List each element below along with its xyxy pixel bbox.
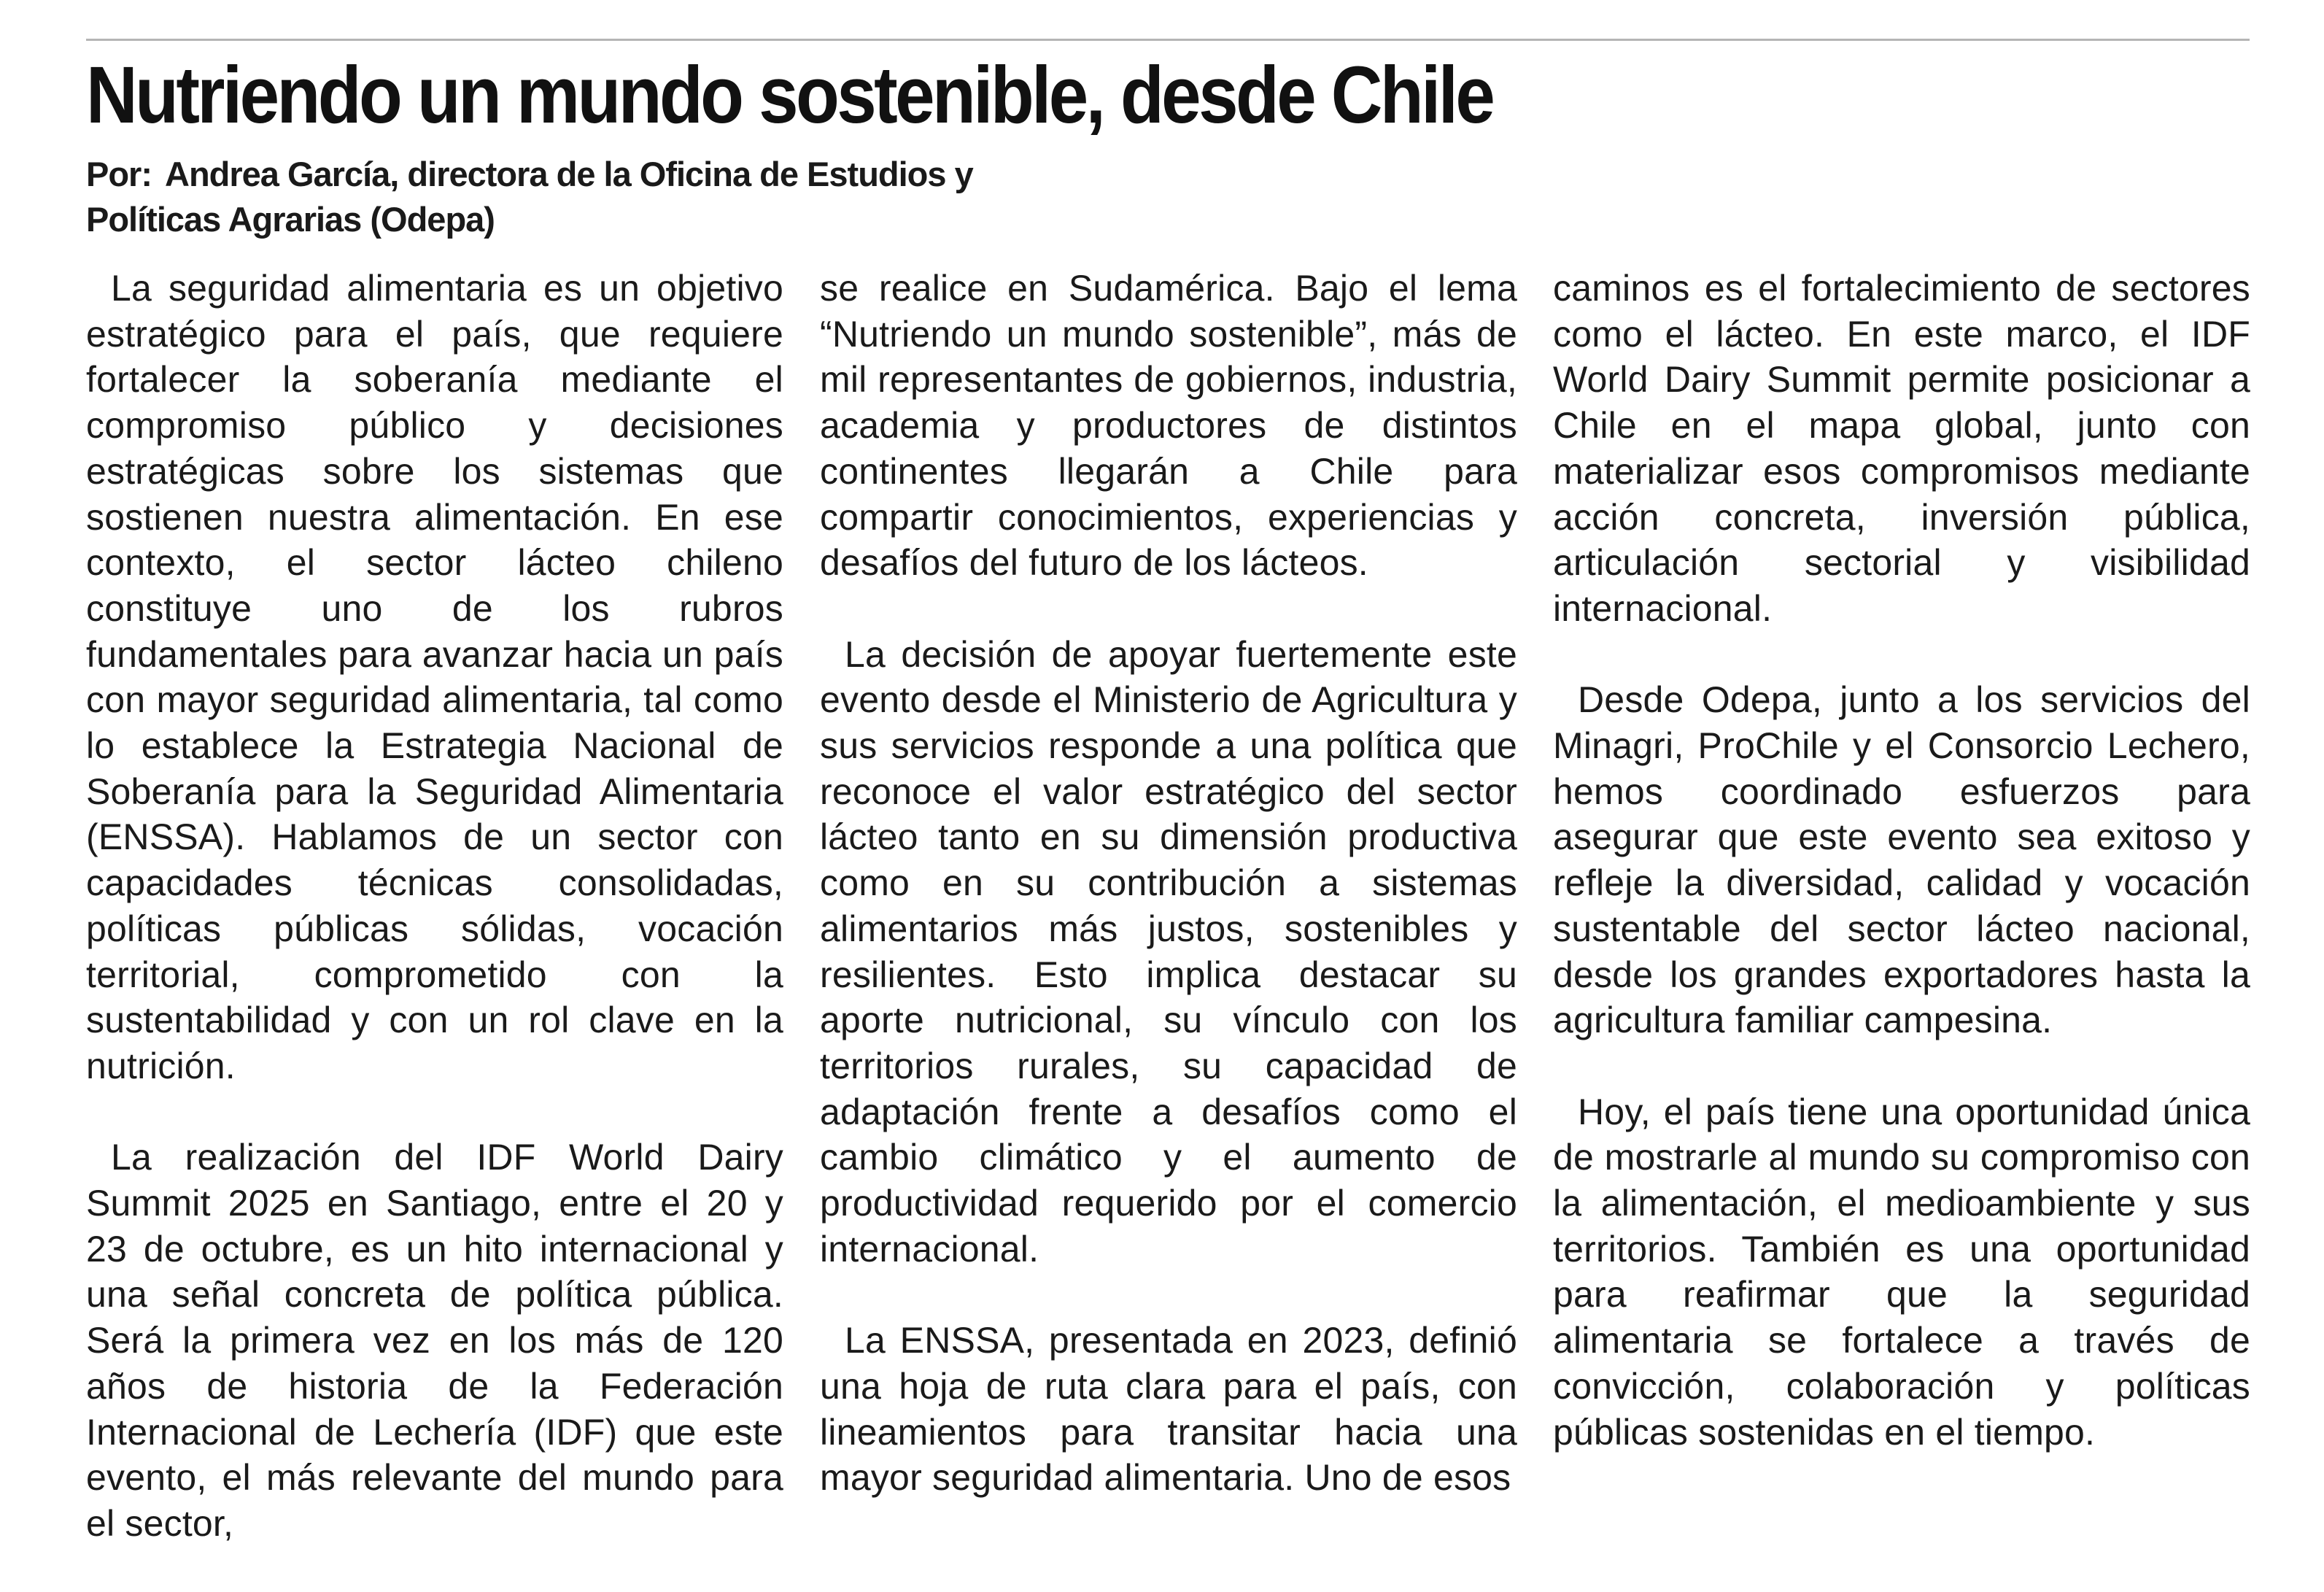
byline-label: Por: (86, 155, 152, 193)
paragraph: La ENSSA, presentada en 2023, definió una hoja de ruta clara para el país, con lineamientos para transitar hacia una mayor seguridad alimentaria. Uno de esos (820, 1320, 1517, 1499)
byline-line-2: Políticas Agrarias (Odepa) (86, 200, 495, 239)
byline-line-1 (86, 152, 1180, 197)
article-column-3 (1553, 266, 2250, 1501)
paragraph: La realización del IDF World Dairy Summit 2025 en Santiago, entre el 20 y 23 de octubre, es un hito internacional y una señal concreta de política pública. Será la primera vez en los más de 120 años de historia de la Federación Internacional de Lechería (IDF) que este evento, el más relevante del mundo para el sector, (86, 1137, 783, 1544)
byline (86, 152, 1180, 242)
top-rule (86, 39, 2250, 41)
paragraph: caminos es el fortalecimiento de sectores como el lácteo. En este marco, el IDF World Dairy Summit permite posicionar a Chile en el mapa global, junto con materializar esos compromisos mediante acción concreta, inversión pública, articulación sectorial y visibilidad internacional. (1553, 268, 2250, 629)
paragraph: La decisión de apoyar fuertemente este evento desde el Ministerio de Agricultura y sus servicios responde a una política que reconoce el valor estratégico del sector lácteo tanto en su dimensión productiva como en su contribución a sistemas alimentarios más justos, sostenibles y resilientes. Esto implica destacar su aporte nutricional, su vínculo con los territorios rurales, su capacidad de adaptación frente a desafíos como el cambio climático y el aumento de productividad requerido por el comercio internacional. (820, 633, 1517, 1270)
article-title: Nutriendo un mundo sostenible, desde Chile (86, 50, 1493, 140)
paragraph: Desde Odepa, junto a los servicios del Minagri, ProChile y el Consorcio Lechero, hemos coordinado esfuerzos para asegurar que este evento sea exitoso y refleje la diversidad, calidad y vocación sustentable del sector lácteo nacional, desde los grandes exportadores hasta la agricultura familiar campesina. (1553, 679, 2250, 1041)
paragraph: Hoy, el país tiene una oportunidad única de mostrarle al mundo su compromiso con la alimentación, el medioambiente y sus territorios. También es una oportunidad para reafirmar que la seguridad alimentaria se fortalece a través de convicción, colaboración y políticas públicas sostenidas en el tiempo. (1553, 1091, 2250, 1453)
article-column-2 (820, 266, 1517, 1547)
paragraph: se realice en Sudamérica. Bajo el lema “Nutriendo un mundo sostenible”, más de mil representantes de gobiernos, industria, academia y productores de distintos continentes llegarán a Chile para compartir conocimientos, experiencias y desafíos del futuro de los lácteos. (820, 268, 1517, 584)
article-column-1 (86, 266, 783, 1592)
byline-author: Andrea García, directora de la Oficina de Estudios y (165, 155, 973, 193)
paragraph: La seguridad alimentaria es un objetivo estratégico para el país, que requiere fortalecer la soberanía mediante el compromiso público y decisiones estratégicas sobre los sistemas que sostienen nuestra alimentación. En ese contexto, el sector lácteo chileno constituye uno de los rubros fundamentales para avanzar hacia un país con mayor seguridad alimentaria, tal como lo establece la Estrategia Nacional de Soberanía para la Seguridad Alimentaria (ENSSA). Hablamos de un sector con capacidades técnicas consolidadas, políticas públicas sólidas, vocación territorial, comprometido con la sustentabilidad y con un rol clave en la nutrición. (86, 268, 783, 1086)
